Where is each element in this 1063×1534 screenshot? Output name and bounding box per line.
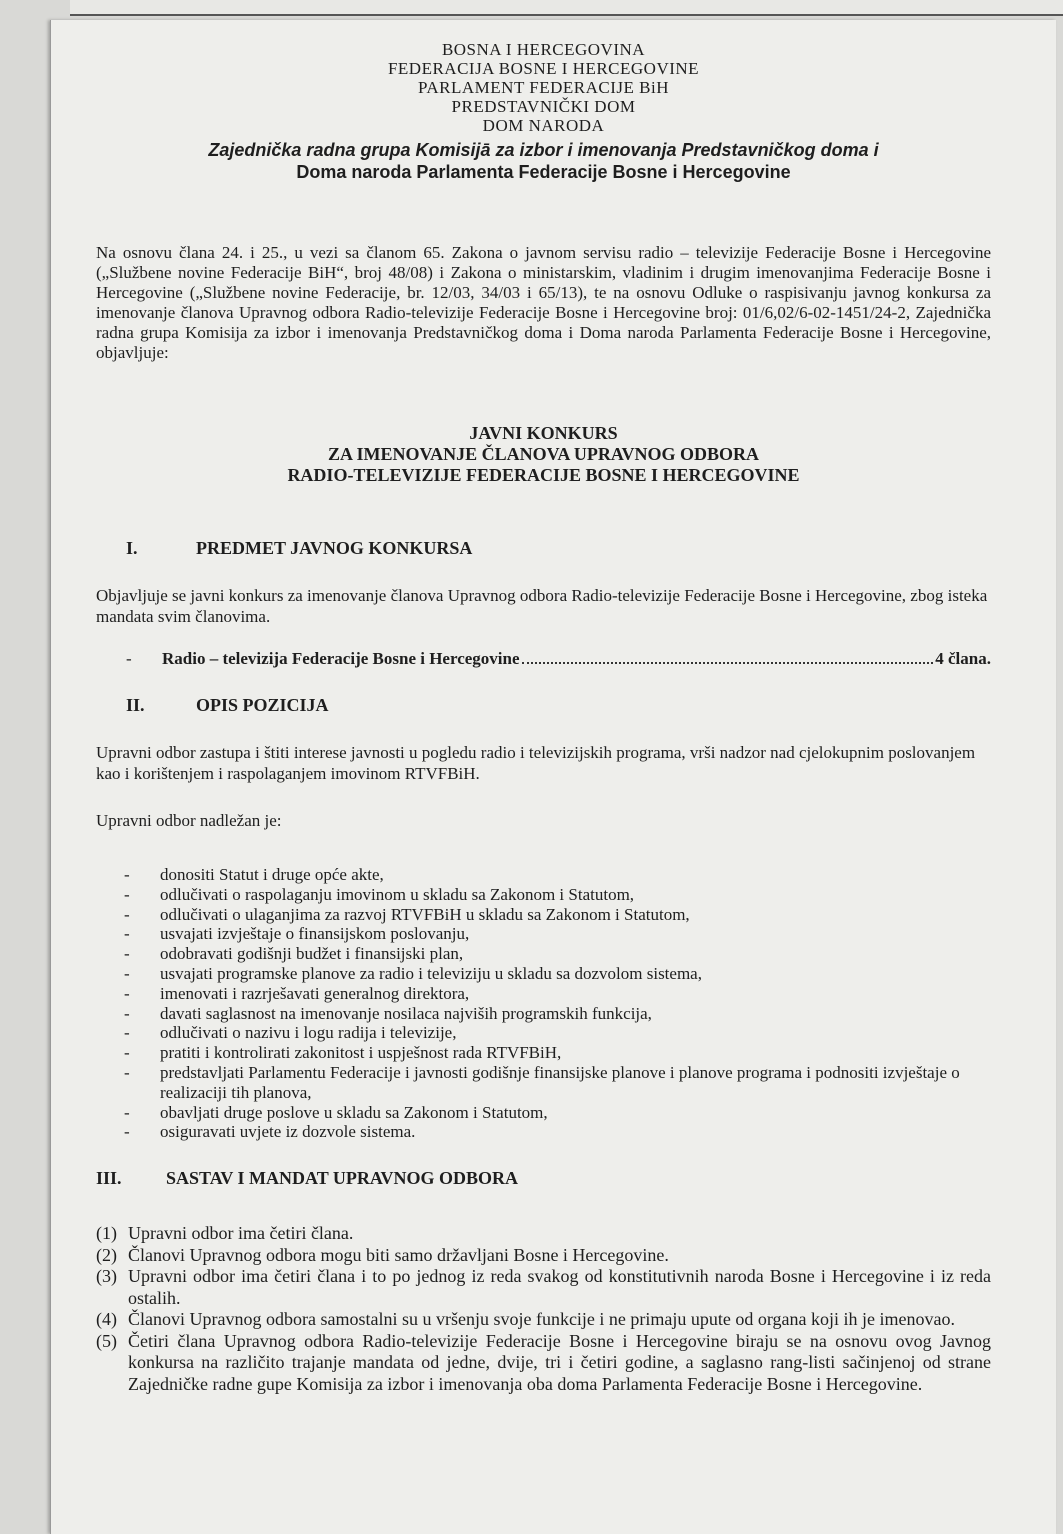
section-title: OPIS POZICIJA: [196, 695, 329, 715]
dash: -: [124, 924, 130, 944]
list-item-text: obavljati druge poslove u skladu sa Zakonom i Statutom,: [160, 1102, 548, 1122]
contest-title-line: RADIO-TELEVIZIJE FEDERACIJE BOSNE I HERCEGOVINE: [287, 465, 800, 485]
list-item-text: Članovi Upravnog odbora mogu biti samo državljani Bosne i Hercegovine.: [128, 1244, 669, 1265]
working-group-line: Doma naroda Parlamenta Federacije Bosne i Hercegovine: [296, 162, 791, 182]
list-item-text: Četiri člana Upravnog odbora Radio-televizije Federacije Bosne i Hercegovine biraju se na osnovu ovog Javnog konkursa na različito trajanje mandata od jedne, dvije, tri i četiri godine, a saglasno rang-listi sačinjenoj od strane Zajedničke radne gupe Komisija za izbor i imenovanja oba doma Parlamenta Federacije Bosne i Hercegovine.: [128, 1330, 991, 1394]
item-number: (4): [96, 1309, 117, 1330]
composition-list: [96, 1223, 991, 1395]
list-item-text: Upravni odbor ima četiri člana i to po jednog iz reda svakog od konstitutivnih naroda Bosne i Hercegovine i iz reda ostalih.: [128, 1266, 991, 1308]
list-item: [96, 1063, 991, 1103]
list-item-text: osiguravati uvjete iz dozvole sistema.: [160, 1122, 416, 1142]
dash: -: [124, 865, 130, 884]
dash: -: [124, 1062, 130, 1082]
header-line: DOM NARODA: [482, 116, 605, 135]
list-item-text: davati saglasnost na imenovanje nosilaca najviših programskih funkcija,: [160, 1003, 652, 1023]
section-number: II.: [126, 695, 145, 715]
competence-list: [96, 865, 991, 1142]
list-item: [96, 944, 991, 964]
dash: -: [124, 944, 130, 964]
list-item: [96, 1309, 991, 1331]
list-item: [96, 905, 991, 925]
item-number: (2): [96, 1244, 117, 1265]
item-number: (5): [96, 1330, 117, 1351]
header-line: FEDERACIJA BOSNE I HERCEGOVINE: [387, 59, 700, 78]
dash: -: [124, 983, 130, 1003]
previous-page-edge: [70, 0, 1063, 16]
section-title: PREDMET JAVNOG KONKURSA: [196, 538, 473, 558]
list-item-text: predstavljati Parlamentu Federacije i javnosti godišnje finansijske planove i planove programa i podnositi izvještaje o realizaciji tih planova,: [160, 1062, 960, 1102]
list-item: [96, 984, 991, 1004]
list-item: [96, 1043, 991, 1063]
header-line: BOSNA I HERCEGOVINA: [441, 40, 646, 59]
section2-text: Upravni odbor zastupa i štiti interese javnosti u pogledu radio i televizijskih programa, vrši nadzor nad cjelokupnim poslovanjem kao i korištenjem i raspolaganjem imovinom RTVFBiH.: [96, 743, 976, 783]
section-number: I.: [126, 538, 138, 558]
document-content: [96, 40, 991, 1395]
list-item: [96, 924, 991, 944]
item-number: (1): [96, 1223, 117, 1244]
list-item-text: donositi Statut i druge opće akte,: [160, 865, 384, 884]
list-item: [96, 885, 991, 905]
dash: -: [124, 1043, 130, 1063]
list-item: [96, 1245, 991, 1267]
list-item: [96, 865, 991, 885]
dash: -: [126, 649, 132, 668]
dash: -: [124, 1003, 130, 1023]
contest-title-line: JAVNI KONKURS: [469, 423, 618, 443]
working-group-title: [96, 139, 991, 183]
list-item-text: odlučivati o raspolaganju imovinom u skladu sa Zakonom i Statutom,: [160, 884, 635, 904]
list-item-text: usvajati programske planove za radio i televiziju u skladu sa dozvolom sistema,: [160, 963, 702, 983]
list-item: [96, 1023, 991, 1043]
dash: -: [124, 884, 130, 904]
list-item-text: odobravati godišnji budžet i finansijski plan,: [160, 944, 464, 964]
list-item: [96, 1103, 991, 1123]
contest-title: [96, 423, 991, 486]
section-heading-3: [96, 1168, 991, 1189]
list-item-text: odlučivati o nazivu i logu radija i televizije,: [160, 1023, 457, 1043]
section-title: SASTAV I MANDAT UPRAVNOG ODBORA: [166, 1168, 519, 1189]
list-item-text: imenovati i razrješavati generalnog direktora,: [160, 983, 470, 1003]
dash: -: [124, 963, 130, 983]
dot-leader: [522, 649, 934, 664]
list-item-text: odlučivati o ulaganjima za razvoj RTVFBiH u skladu sa Zakonom i Statutom,: [160, 904, 690, 924]
section-number: III.: [96, 1168, 122, 1189]
document-page: [50, 20, 1056, 1534]
list-item-text: Članovi Upravnog odbora samostalni su u vršenju svoje funkcije i ne primaju upute od organa koji ih je imenovao.: [128, 1309, 956, 1330]
dash: -: [124, 904, 130, 924]
members-count-line: [96, 649, 991, 669]
section-heading-2: [96, 695, 991, 716]
header-line: PREDSTAVNIČKI DOM: [451, 97, 636, 116]
list-item: [96, 1266, 991, 1309]
list-item: [96, 1331, 991, 1396]
list-item: [96, 1223, 991, 1245]
section-heading-1: [96, 538, 991, 559]
section1-text: Objavljuje se javni konkurs za imenovanje članova Upravnog odbora Radio-televizije Federacije Bosne i Hercegovine, zbog isteka mandata svim članovima.: [96, 586, 988, 626]
list-item: [96, 1122, 991, 1142]
list-item: [96, 1004, 991, 1024]
members-count: 4 člana.: [935, 649, 991, 668]
item-number: (3): [96, 1266, 117, 1287]
dash: -: [124, 1023, 130, 1043]
header-line: PARLAMENT FEDERACIJE BiH: [418, 78, 669, 97]
list-item-text: Upravni odbor ima četiri člana.: [128, 1223, 354, 1244]
working-group-line: Zajednička radna grupa Komisijā za izbor i imenovanja Predstavničkog doma i: [208, 140, 879, 160]
institution-name: Radio – televizija Federacije Bosne i Hercegovine: [162, 649, 520, 668]
intro-paragraph: Na osnovu člana 24. i 25., u vezi sa članom 65. Zakona o javnom servisu radio – televizije Federacije Bosne i Hercegovine („Službene novine Federacije BiH“, broj 48/08) i Zakona o ministarskim, vladinim i drugim imenovanjima Federacije Bosne i Hercegovine („Službene novine Federacije, br. 12/03, 34/03 i 65/13), te na osnovu Odluke o raspisivanju javnog konkursa za imenovanje članova Upravnog odbora Radio-televizije Federacije Bosne i Hercegovine broj: 01/6,02/6-02-1451/24-2, Zajednička radna grupa Komisija za izbor i imenovanja Predstavničkog doma i Doma naroda Parlamenta Federacije Bosne i Hercegovine, objavljuje:: [96, 243, 991, 362]
competence-lead: Upravni odbor nadležan je:: [96, 811, 282, 830]
list-item-text: pratiti i kontrolirati zakonitost i uspješnost rada RTVFBiH,: [160, 1043, 562, 1063]
dash: -: [124, 1122, 130, 1142]
document-header: [96, 40, 991, 135]
dash: -: [124, 1102, 130, 1122]
list-item-text: usvajati izvještaje o finansijskom poslovanju,: [160, 924, 470, 944]
list-item: [96, 964, 991, 984]
contest-title-line: ZA IMENOVANJE ČLANOVA UPRAVNOG ODBORA: [327, 444, 760, 464]
